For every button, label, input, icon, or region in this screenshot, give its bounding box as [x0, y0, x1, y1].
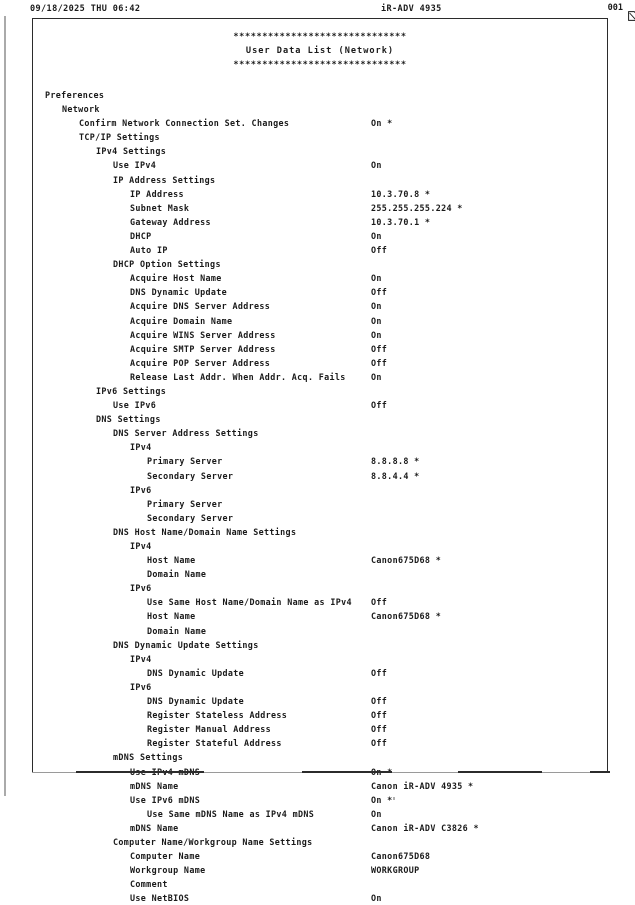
setting-label: Host Name [147, 611, 196, 622]
document-page-icon [598, 1, 607, 11]
setting-label: Computer Name [130, 851, 201, 862]
setting-row [33, 469, 607, 483]
report-title: User Data List (Network) [245, 46, 395, 56]
setting-label: Confirm Network Connection Set. Changes [79, 118, 290, 129]
setting-row [33, 285, 607, 299]
setting-row [33, 736, 607, 750]
setting-value: Off [371, 245, 388, 256]
setting-label: Domain Name [147, 625, 207, 636]
setting-label: Computer Name/Workgroup Name Settings [113, 836, 313, 847]
setting-row [33, 849, 607, 863]
setting-row [33, 511, 607, 525]
setting-label: Acquire Host Name [130, 273, 222, 284]
setting-row [33, 426, 607, 440]
report-sheet [32, 18, 608, 904]
setting-row [33, 187, 607, 201]
setting-label: DNS Dynamic Update [147, 667, 245, 678]
setting-row [33, 342, 607, 356]
setting-row [33, 609, 607, 623]
setting-label: IPv6 [130, 484, 152, 495]
setting-value: Off [371, 667, 388, 678]
setting-label: IP Address [130, 188, 184, 199]
setting-label: IPv4 Settings [96, 146, 167, 157]
setting-label: Acquire DNS Server Address [130, 301, 271, 312]
setting-label: Comment [130, 879, 168, 890]
setting-label: DHCP Option Settings [113, 259, 221, 270]
setting-label: DNS Host Name/Domain Name Settings [113, 526, 297, 537]
setting-row [33, 158, 607, 172]
setting-row [33, 328, 607, 342]
setting-label: DNS Server Address Settings [113, 428, 259, 439]
network-settings-list [33, 88, 607, 905]
setting-label: IPv6 [130, 583, 152, 594]
setting-value: 8.8.4.4 * [371, 470, 420, 481]
setting-row [33, 694, 607, 708]
setting-row [33, 201, 607, 215]
setting-row [33, 88, 607, 102]
setting-label: Register Stateless Address [147, 710, 288, 721]
setting-label: Secondary Server [147, 470, 234, 481]
setting-label: Use Same Host Name/Domain Name as IPv4 [147, 597, 352, 608]
report-title-block [33, 30, 607, 72]
setting-label: Secondary Server [147, 512, 234, 523]
setting-row [33, 299, 607, 313]
setting-label: Preferences [45, 90, 105, 100]
setting-label: mDNS Name [130, 780, 179, 791]
setting-label: Use IPv6 [113, 400, 157, 411]
setting-label: Use NetBIOS [130, 893, 190, 904]
setting-row [33, 666, 607, 680]
setting-row [33, 412, 607, 426]
setting-row [33, 271, 607, 285]
setting-value: Off [371, 597, 388, 608]
setting-row [33, 102, 607, 116]
setting-label: Host Name [147, 555, 196, 566]
setting-row [33, 257, 607, 271]
setting-row [33, 539, 607, 553]
setting-label: DNS Dynamic Update [147, 696, 245, 707]
setting-label: Auto IP [130, 245, 168, 256]
setting-row [33, 652, 607, 666]
setting-row [33, 553, 607, 567]
setting-value: Off [371, 696, 388, 707]
setting-row [33, 370, 607, 384]
setting-label: Register Stateful Address [147, 738, 282, 749]
setting-value: On [371, 230, 382, 241]
setting-value: On [371, 371, 382, 382]
setting-row [33, 525, 607, 539]
setting-label: Use Same mDNS Name as IPv4 mDNS [147, 808, 315, 819]
setting-value: On [371, 808, 382, 819]
setting-value: WORKGROUP [371, 865, 420, 876]
setting-label: Use IPv4 [113, 160, 157, 171]
setting-value: Off [371, 738, 388, 749]
sheet-bottom-rule [32, 771, 610, 774]
setting-row [33, 624, 607, 638]
setting-row [33, 497, 607, 511]
setting-row [33, 384, 607, 398]
setting-value: 10.3.70.8 * [371, 188, 431, 199]
setting-row [33, 243, 607, 257]
setting-label: Subnet Mask [130, 202, 190, 213]
setting-value: Off [371, 710, 388, 721]
setting-value: 8.8.8.8 * [371, 456, 420, 467]
setting-row [33, 877, 607, 891]
setting-label: Use IPv6 mDNS [130, 794, 201, 805]
setting-label: IPv6 [130, 681, 152, 692]
setting-row [33, 680, 607, 694]
scanner-edge-artifact [4, 16, 6, 796]
setting-value: 10.3.70.1 * [371, 216, 431, 227]
setting-label: DNS Dynamic Update Settings [113, 639, 259, 650]
setting-value: Canon675D68 * [371, 611, 442, 622]
setting-row [33, 750, 607, 764]
setting-row [33, 891, 607, 905]
setting-row [33, 595, 607, 609]
setting-label: TCP/IP Settings [79, 132, 160, 143]
setting-value: On * [371, 118, 393, 129]
setting-value: Canon iR-ADV C3826 * [371, 822, 479, 833]
setting-row [33, 144, 607, 158]
page-number-value: 001 [607, 3, 623, 13]
setting-row [33, 398, 607, 412]
setting-label: Acquire Domain Name [130, 315, 233, 326]
setting-value: 255.255.255.224 * [371, 202, 463, 213]
setting-row [33, 638, 607, 652]
setting-value: On [371, 273, 382, 284]
printout-page-header [0, 4, 635, 18]
setting-label: Gateway Address [130, 216, 211, 227]
setting-row [33, 793, 607, 807]
setting-label: Primary Server [147, 498, 223, 509]
setting-row [33, 722, 607, 736]
setting-label: DHCP [130, 230, 152, 241]
setting-label: DNS Settings [96, 414, 161, 425]
setting-row [33, 807, 607, 821]
setting-value: Canon675D68 [371, 851, 431, 862]
setting-label: mDNS Name [130, 822, 179, 833]
setting-row [33, 708, 607, 722]
setting-row [33, 229, 607, 243]
setting-row [33, 581, 607, 595]
setting-row [33, 821, 607, 835]
setting-label: DNS Dynamic Update [130, 287, 228, 298]
setting-label: Acquire SMTP Server Address [130, 343, 276, 354]
setting-row [33, 567, 607, 581]
setting-row [33, 215, 607, 229]
setting-row [33, 173, 607, 187]
title-rule-bottom: ****************************** [233, 60, 407, 70]
setting-value: Off [371, 357, 388, 368]
setting-row [33, 779, 607, 793]
setting-value: Canon iR-ADV 4935 * [371, 780, 474, 791]
setting-value: On [371, 301, 382, 312]
setting-row [33, 483, 607, 497]
setting-value: On [371, 315, 382, 326]
setting-row [33, 835, 607, 849]
setting-value: Canon675D68 * [371, 555, 442, 566]
setting-value: Off [371, 287, 388, 298]
setting-label: Acquire POP Server Address [130, 357, 271, 368]
setting-value: On [371, 160, 382, 171]
setting-label: IPv4 [130, 541, 152, 551]
print-timestamp: 09/18/2025 THU 06:42 [30, 4, 141, 14]
setting-value: On * [371, 794, 393, 805]
setting-label: Release Last Addr. When Addr. Acq. Fails [130, 371, 346, 382]
setting-label: mDNS Settings [113, 752, 184, 763]
setting-value: On [371, 329, 382, 340]
setting-label: IPv4 [130, 653, 152, 664]
setting-row [33, 863, 607, 877]
setting-row [33, 440, 607, 454]
setting-row [33, 454, 607, 468]
setting-row [33, 116, 607, 130]
setting-label: IPv6 Settings [96, 385, 167, 396]
setting-row [33, 356, 607, 370]
setting-label: Register Manual Address [147, 724, 272, 735]
setting-label: Domain Name [147, 569, 207, 580]
setting-label: Network [62, 104, 100, 115]
setting-label: IP Address Settings [113, 174, 216, 185]
setting-label: Primary Server [147, 456, 223, 467]
scan-speck-artifact [393, 797, 395, 800]
setting-value: On [371, 893, 382, 904]
setting-label: Acquire WINS Server Address [130, 329, 276, 340]
setting-value: Off [371, 400, 388, 411]
setting-value: Off [371, 724, 388, 735]
setting-row [33, 314, 607, 328]
device-model-label: iR-ADV 4935 [381, 4, 442, 14]
title-rule-top: ****************************** [233, 32, 407, 42]
setting-value: Off [371, 343, 388, 354]
setting-row [33, 130, 607, 144]
setting-label: Workgroup Name [130, 865, 206, 876]
setting-label: IPv4 [130, 442, 152, 453]
page-number-group [598, 3, 623, 13]
